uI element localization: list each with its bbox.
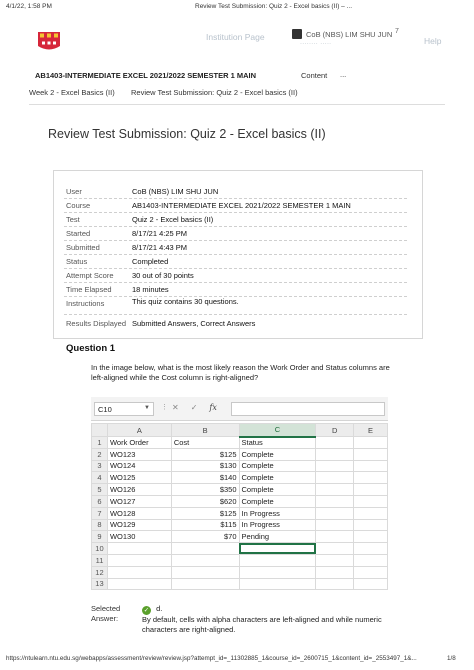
cell [354, 519, 388, 531]
column-header: A [107, 424, 171, 437]
cell [316, 566, 354, 578]
page-number: 1/8 [447, 655, 456, 662]
summary-value: Quiz 2 - Excel basics (II) [132, 215, 214, 224]
summary-key: Course [66, 201, 91, 210]
cell [316, 578, 354, 590]
row-header: 11 [92, 554, 108, 566]
table-row [92, 531, 388, 543]
cell: $350 [171, 484, 239, 496]
name-box [94, 402, 154, 416]
row-header: 4 [92, 472, 108, 484]
summary-key: Time Elapsed [66, 285, 112, 294]
page-title: Review Test Submission: Quiz 2 - Excel basics (II) [48, 127, 326, 141]
cell [107, 543, 171, 555]
submission-summary [53, 170, 423, 338]
nav-overlap-text: ........ ..... [300, 39, 332, 46]
cell [354, 531, 388, 543]
summary-value: 8/17/21 4:25 PM [132, 229, 188, 238]
selected-answer-label: Selected Answer: [91, 604, 121, 623]
breadcrumb-week[interactable]: Week 2 - Excel Basics (II) [29, 88, 115, 97]
cell [354, 566, 388, 578]
cell [354, 554, 388, 566]
cell [171, 578, 239, 590]
cell: Work Order [107, 437, 171, 449]
summary-value: 18 minutes [132, 285, 169, 294]
summary-key: Submitted [66, 243, 100, 252]
cell: Complete [239, 460, 316, 472]
cell: WO125 [107, 472, 171, 484]
cell: Status [239, 437, 316, 449]
cell: Complete [239, 448, 316, 460]
formula-bar [91, 397, 388, 421]
summary-value: Completed [132, 257, 169, 266]
row-header: 8 [92, 519, 108, 531]
cell [316, 437, 354, 449]
cell: Complete [239, 472, 316, 484]
cell [171, 566, 239, 578]
column-header: E [354, 424, 388, 437]
summary-row [64, 213, 407, 227]
cell: $70 [171, 531, 239, 543]
summary-key: Results Displayed [66, 319, 127, 328]
row-header: 13 [92, 578, 108, 590]
row-header: 12 [92, 566, 108, 578]
table-row [92, 578, 388, 590]
cell [354, 460, 388, 472]
summary-row [64, 295, 407, 315]
summary-row [64, 227, 407, 241]
summary-key: Status [66, 257, 88, 266]
cell [316, 507, 354, 519]
summary-row [64, 241, 407, 255]
select-all-corner [92, 424, 108, 437]
cell [171, 543, 239, 555]
question-text: In the image below, what is the most likely reason the Work Order and Status columns are left-aligned while the Cost column is right-aligned? [91, 363, 390, 382]
summary-value: AB1403-INTERMEDIATE EXCEL 2021/2022 SEMESTER 1 MAIN [132, 201, 351, 210]
question-card [53, 338, 423, 638]
summary-row [64, 317, 407, 331]
print-header [0, 0, 474, 14]
summary-row [64, 269, 407, 283]
cell: $140 [171, 472, 239, 484]
spreadsheet-grid [91, 423, 388, 590]
cell: WO130 [107, 531, 171, 543]
chevron-down-icon: ▼ [144, 405, 150, 411]
print-doc-title: Review Test Submission: Quiz 2 - Excel basics (II) – ... [195, 3, 353, 10]
check-icon: ✓ [190, 403, 198, 412]
cell [316, 460, 354, 472]
column-header-row [92, 424, 388, 437]
answer-letter: d. [156, 604, 163, 613]
summary-value: 8/17/21 4:43 PM [132, 243, 188, 252]
user-name: CoB (NBS) LIM SHU JUN [306, 29, 393, 39]
cell [171, 554, 239, 566]
summary-key: Started [66, 229, 91, 238]
row-header: 6 [92, 495, 108, 507]
cell [354, 437, 388, 449]
cell: Pending [239, 531, 316, 543]
summary-value: This quiz contains 30 questions. [132, 297, 239, 306]
help-link[interactable]: Help [424, 36, 442, 46]
column-header: C [239, 424, 316, 437]
cell: WO123 [107, 448, 171, 460]
cell: WO126 [107, 484, 171, 496]
cell [239, 566, 316, 578]
cell [239, 578, 316, 590]
row-header: 7 [92, 507, 108, 519]
cell: $125 [171, 507, 239, 519]
formula-input [231, 402, 385, 416]
summary-value: 30 out of 30 points [132, 271, 194, 280]
cell [107, 578, 171, 590]
cell [107, 566, 171, 578]
cell [316, 448, 354, 460]
breadcrumb-review: Review Test Submission: Quiz 2 - Excel basics (II) [131, 88, 298, 97]
cell [316, 543, 354, 555]
cell [354, 495, 388, 507]
content-menu[interactable]: Content [301, 71, 328, 80]
print-url: https://ntulearn.ntu.edu.sg/webapps/assessment/review/review.jsp?attempt_id=_11302885_1&course_id=_2600715_1&content_id=_2553497_1&... [6, 655, 417, 662]
table-row [92, 460, 388, 472]
table-row [92, 437, 388, 449]
column-header: B [171, 424, 239, 437]
function-icon: fx [209, 403, 217, 412]
cell: WO124 [107, 460, 171, 472]
cell: Cost [171, 437, 239, 449]
cell: In Progress [239, 519, 316, 531]
cell [316, 495, 354, 507]
cell [354, 543, 388, 555]
grip-icon: ⋮ [161, 404, 168, 411]
row-header: 9 [92, 531, 108, 543]
cell: $115 [171, 519, 239, 531]
table-row [92, 495, 388, 507]
answer-text: By default, cells with alpha characters are left-aligned and while numeric characters are right-aligned. [142, 615, 382, 634]
row-header: 1 [92, 437, 108, 449]
summary-key: User [66, 187, 82, 196]
row-header: 3 [92, 460, 108, 472]
column-header: D [316, 424, 354, 437]
divider [29, 104, 445, 105]
cell [354, 578, 388, 590]
excel-screenshot [91, 397, 388, 633]
cell: Complete [239, 484, 316, 496]
summary-key: Test [66, 215, 80, 224]
question-header [53, 338, 423, 356]
table-row [92, 554, 388, 566]
cell [354, 484, 388, 496]
summary-value: CoB (NBS) LIM SHU JUN [132, 187, 219, 196]
cell [316, 519, 354, 531]
notification-count[interactable]: 7 [395, 28, 399, 35]
cell: WO129 [107, 519, 171, 531]
cell [354, 507, 388, 519]
close-icon: ✕ [172, 403, 179, 412]
summary-row [64, 255, 407, 269]
summary-row [64, 199, 407, 213]
cell: $130 [171, 460, 239, 472]
institution-page-link[interactable]: Institution Page [206, 32, 265, 42]
top-nav [0, 28, 474, 48]
cell [239, 554, 316, 566]
name-box-value: C10 [98, 405, 112, 414]
active-cell [239, 543, 316, 555]
cell [316, 484, 354, 496]
check-icon: ✓ [143, 607, 150, 614]
cell: WO128 [107, 507, 171, 519]
cell: In Progress [239, 507, 316, 519]
cell [354, 448, 388, 460]
table-row [92, 566, 388, 578]
question-title: Question 1 [66, 343, 116, 354]
cell: WO127 [107, 495, 171, 507]
cell [316, 531, 354, 543]
formula-icons [172, 403, 217, 412]
cell: Complete [239, 495, 316, 507]
cell [316, 554, 354, 566]
table-row [92, 472, 388, 484]
summary-key: Attempt Score [66, 271, 114, 280]
summary-value: Submitted Answers, Correct Answers [132, 319, 256, 328]
table-row [92, 448, 388, 460]
row-header: 5 [92, 484, 108, 496]
table-row [92, 484, 388, 496]
cell [107, 554, 171, 566]
summary-key: Instructions [66, 299, 105, 308]
cell: $620 [171, 495, 239, 507]
avatar [292, 29, 302, 39]
cell [316, 472, 354, 484]
cell: $125 [171, 448, 239, 460]
more-icon[interactable]: ... [340, 70, 347, 79]
table-row [92, 507, 388, 519]
cell [354, 472, 388, 484]
row-header: 2 [92, 448, 108, 460]
course-title[interactable]: AB1403-INTERMEDIATE EXCEL 2021/2022 SEMESTER 1 MAIN [35, 71, 257, 80]
summary-row [64, 185, 407, 199]
table-row [92, 543, 388, 555]
row-header: 10 [92, 543, 108, 555]
selected-answer-value [142, 604, 382, 635]
print-datetime: 4/1/22, 1:58 PM [6, 3, 52, 10]
table-row [92, 519, 388, 531]
